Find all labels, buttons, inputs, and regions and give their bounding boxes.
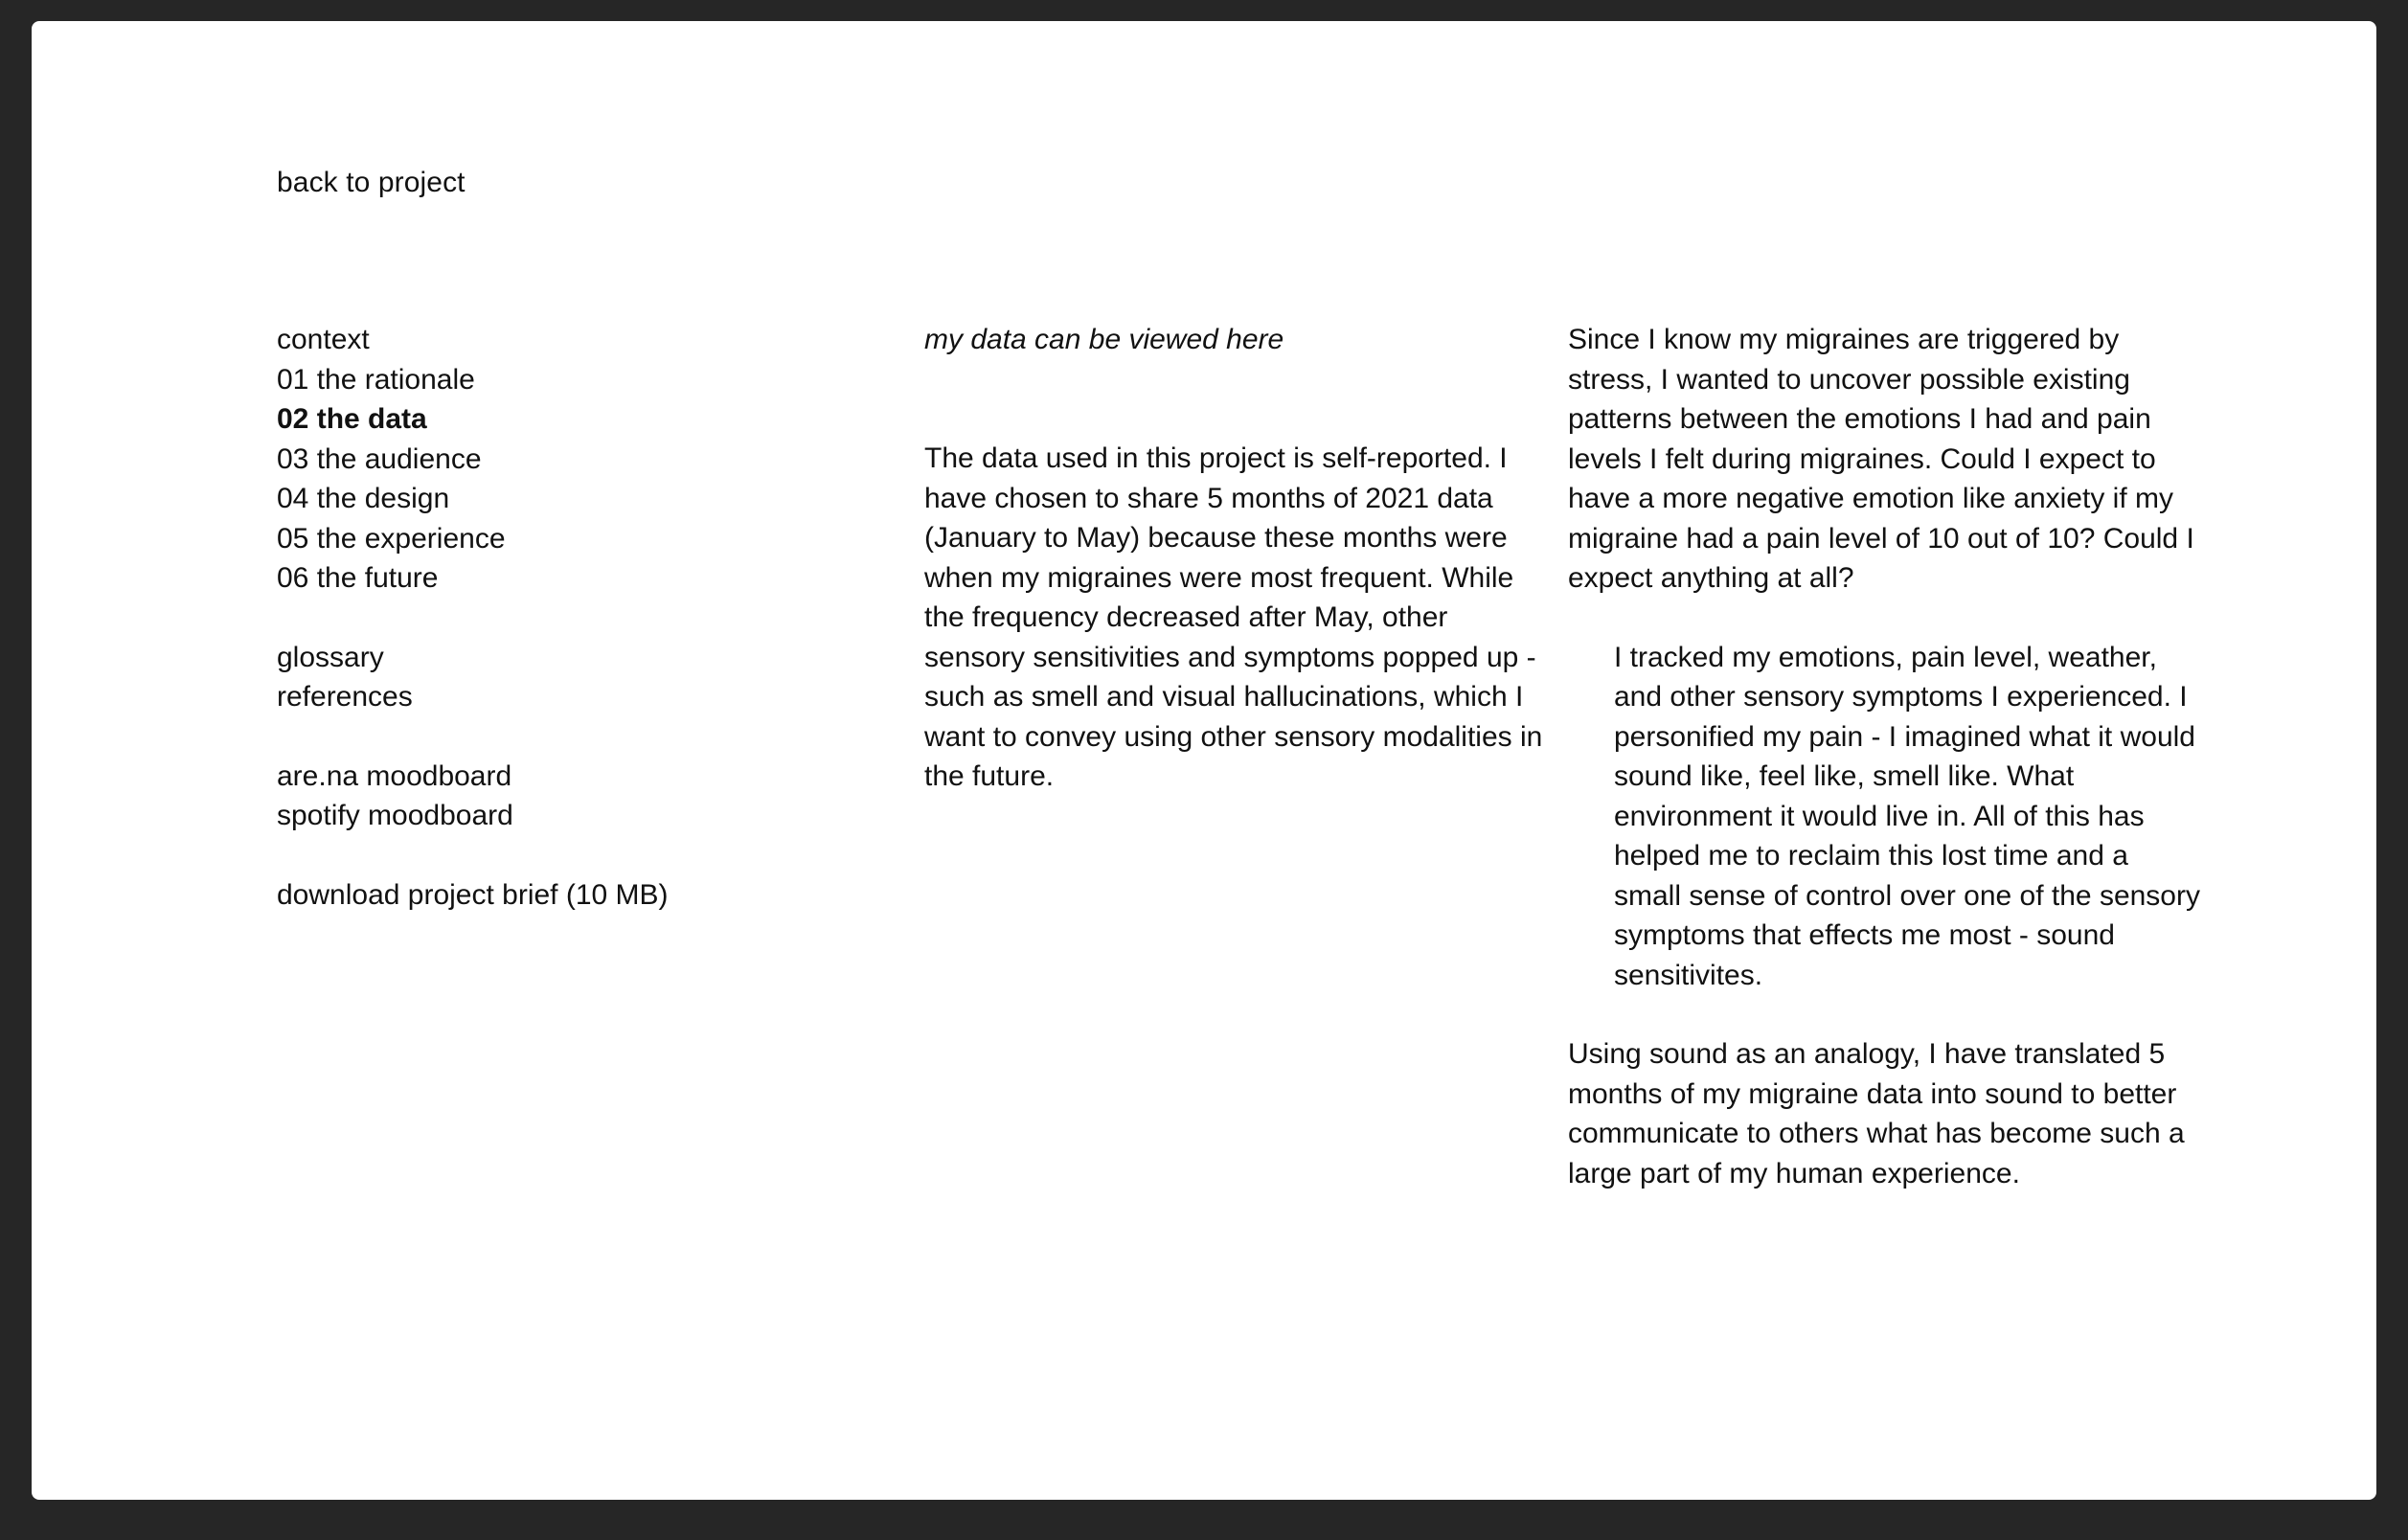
sidebar-item-04-the-design[interactable]: 04 the design	[277, 483, 450, 514]
sidebar-nav	[277, 320, 813, 915]
page-surface	[32, 21, 2376, 1500]
sidebar-item-download-project-brief[interactable]: download project brief (10 MB)	[277, 878, 669, 911]
middle-column-body-text: The data used in this project is self-reported. I have chosen to share 5 months of 2021 data (January to May) because these months were when my migraines were most frequent. While the frequency decreased after May, other sensory sensitivities and symptoms popped up - such as smell and visual hallucinations, which I want to convey using other sensory modalities in the future.	[924, 442, 1543, 792]
sidebar-item-glossary[interactable]: glossary	[277, 641, 384, 673]
sidebar-item-01-the-rationale[interactable]: 01 the rationale	[277, 363, 475, 396]
page-content	[32, 21, 2376, 1500]
right-column-paragraph-3: Using sound as an analogy, I have translated 5 months of my migraine data into sound to better communicate to others what has become such a large part of my human experience.	[1568, 1038, 2185, 1189]
view-data-link[interactable]: my data can be viewed here	[924, 324, 1284, 355]
right-column	[1568, 320, 2200, 1193]
sidebar-group-chapters	[277, 320, 813, 599]
sidebar-item-06-the-future[interactable]: 06 the future	[277, 562, 439, 594]
right-column-paragraph-1: Since I know my migraines are triggered by stress, I wanted to uncover possible existing patterns between the emotions I had and pain levels I felt during migraines. Could I expect to have a more negative emotion like anxiety if my migraine had a pain level of 10 out of 10? Could I expect anything at all?	[1568, 324, 2194, 594]
right-column-paragraph-2: I tracked my emotions, pain level, weather, and other sensory symptoms I experienced. I personified my pain - I imagined what it would sound like, feel like, smell like. What environment it would live in. All of this has helped me to reclaim this lost time and a small sense of control over one of the sensory symptoms that effects me most - sound sensitivites.	[1614, 641, 2200, 991]
sidebar-item-05-the-experience[interactable]: 05 the experience	[277, 522, 506, 555]
sidebar-item-spotify-moodboard[interactable]: spotify moodboard	[277, 800, 513, 831]
sidebar-item-context[interactable]: context	[277, 324, 370, 355]
sidebar-group-download	[277, 875, 813, 916]
sidebar-item-references[interactable]: references	[277, 681, 413, 713]
sidebar-item-02-the-data[interactable]: 02 the data	[277, 403, 427, 435]
back-to-project-link[interactable]: back to project	[277, 167, 466, 198]
middle-column	[924, 320, 1547, 826]
sidebar-item-03-the-audience[interactable]: 03 the audience	[277, 442, 482, 475]
sidebar-item-arena-moodboard[interactable]: are.na moodboard	[277, 759, 512, 792]
sidebar-group-moodboards	[277, 757, 813, 836]
sidebar-group-reference	[277, 638, 813, 717]
